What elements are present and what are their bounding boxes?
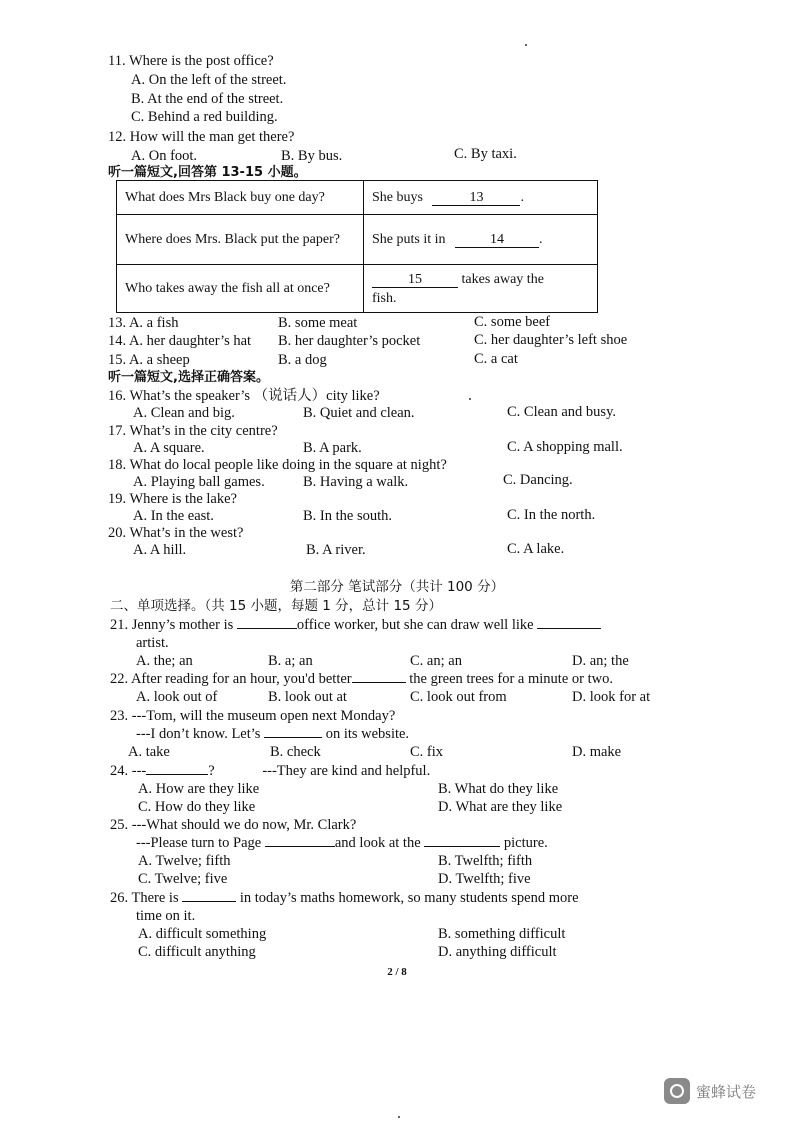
q22-blank [352,682,406,683]
q21-option-d: D. an; the [572,653,629,669]
q26-option-b: B. something difficult [438,926,566,942]
q23-response [136,725,409,743]
q21-option-a: A. the; an [136,653,193,669]
passage2-instruction: 听一篇短文,选择正确答案。 [108,370,269,385]
q14-option-c: C. her daughter’s left shoe [474,332,628,348]
q11-question: 11. Where is the post office? [108,53,274,69]
q26-blank [182,901,236,902]
table-row2-question: Where does Mrs. Black put the paper? [117,215,364,265]
q24-option-a: A. How are they like [138,781,260,797]
q25-option-a: A. Twelve; fifth [138,853,231,869]
q25-text-post: picture. [503,835,548,851]
q21-question [110,616,601,634]
blank-15: 15 [372,272,458,288]
q12-option-a: A. On foot. [131,148,198,164]
table-row3-answer [364,265,598,313]
bee-logo-icon [664,1078,690,1104]
table-row3-question: Who takes away the fish all at once? [117,265,364,313]
q23-question: 23. ---Tom, will the museum open next Monday? [110,708,396,724]
q20-option-a: A. A hill. [133,542,187,558]
table-row2-answer [364,215,598,265]
q17-option-b: B. A park. [303,440,362,456]
table-row1-answer [364,181,598,215]
q11-option-c: C. Behind a red building. [131,109,278,125]
q15-option-c: C. a cat [474,351,518,367]
q25-text-mid: and look at the [334,835,421,851]
q25-blank-1 [265,846,335,847]
table-row3-suffix: takes away the [461,271,544,287]
q22-option-b: B. look out at [268,689,347,705]
q24-option-b: B. What do they like [438,781,559,797]
q22-option-a: A. look out of [136,689,218,705]
q22-question [110,670,613,688]
q21-option-b: B. a; an [268,653,313,669]
scan-speck [525,44,527,46]
q14-option-a: 14. A. her daughter’s hat [108,333,252,349]
q19-option-a: A. In the east. [133,508,214,524]
q21-blank-1 [237,628,297,629]
q26-question-line2: time on it. [136,908,196,924]
table-row2-suffix: . [539,232,543,247]
q15-option-a: 15. A. a sheep [108,352,190,368]
q19-option-c: C. In the north. [507,507,596,523]
q19-question: 19. Where is the lake? [108,491,237,507]
q26-option-c: C. difficult anything [138,944,256,960]
q18-question: 18. What do local people like doing in the square at night? [108,457,447,473]
q21-option-c: C. an; an [410,653,462,669]
q26-option-d: D. anything difficult [438,944,557,960]
q19-option-b: B. In the south. [303,508,393,524]
q11-option-b: B. At the end of the street. [131,91,284,107]
q25-option-b: B. Twelfth; fifth [438,853,533,869]
q24-question [110,762,430,780]
q23-option-a: A. take [128,744,170,760]
q12-option-b: B. By bus. [281,148,343,164]
q23-text-post: on its website. [325,726,410,742]
q21-text-pre: 21. Jenny’s mother is [110,617,234,633]
q24-text-mid: ? [208,763,215,779]
q25-response [136,834,548,852]
q21-blank-2 [537,628,601,629]
q20-question: 20. What’s in the west? [108,525,244,541]
q22-option-d: D. look for at [572,689,651,705]
q25-blank-2 [424,846,500,847]
q13-option-b: B. some meat [278,315,358,331]
q12-question: 12. How will the man get there? [108,129,295,145]
q18-option-a: A. Playing ball games. [133,474,265,490]
page-number: 2 / 8 [387,966,407,978]
q21-question-line2: artist. [136,635,169,651]
q22-text-post: the green trees for a minute or two. [409,671,613,687]
q18-option-c: C. Dancing. [503,472,573,488]
q21-text-mid: office worker, but she can draw well like [296,617,534,633]
table-row1-suffix: . [520,190,524,205]
scan-speck [469,398,471,400]
q16-option-a: A. Clean and big. [133,405,235,421]
passage1-instruction: 听一篇短文,回答第 13-15 小题。 [108,165,307,180]
q26-text-post: in today’s maths homework, so many students spend more [239,890,579,906]
scan-speck [398,1116,400,1118]
q14-option-b: B. her daughter’s pocket [278,333,421,349]
q16-question: 16. What’s the speaker’s （说话人）city like? [108,388,380,404]
q25-question: 25. ---What should we do now, Mr. Clark? [110,817,357,833]
q12-option-c: C. By taxi. [454,146,517,162]
part2-title: 第二部分 笔试部分（共计 100 分） [289,579,505,595]
answer-table [116,180,598,313]
blank-14: 14 [455,232,539,248]
q23-option-d: D. make [572,744,622,760]
q13-option-c: C. some beef [474,314,551,330]
table-row2-prefix: She puts it in [372,232,446,247]
table-row1-question: What does Mrs Black buy one day? [117,181,364,215]
q15-option-b: B. a dog [278,352,327,368]
q22-option-c: C. look out from [410,689,507,705]
q25-option-d: D. Twelfth; five [438,871,531,887]
q16-option-b: B. Quiet and clean. [303,405,415,421]
q16-option-c: C. Clean and busy. [507,404,617,420]
q11-option-a: A. On the left of the street. [131,72,287,88]
q24-text-pre: 24. --- [110,763,147,779]
q20-option-c: C. A lake. [507,541,565,557]
watermark-text: 蜜蜂试卷 [696,1082,757,1101]
q23-blank [264,737,322,738]
q23-option-c: C. fix [410,744,444,760]
q22-text-pre: 22. After reading for an hour, you'd better [110,671,352,687]
q23-option-b: B. check [270,744,321,760]
blank-13: 13 [432,190,520,206]
q20-option-b: B. A river. [306,542,366,558]
watermark [664,1078,756,1104]
q18-option-b: B. Having a walk. [303,474,409,490]
table-row1-prefix: She buys [372,190,423,205]
q23-text-pre: ---I don’t know. Let’s [136,726,261,742]
q24-option-c: C. How do they like [138,799,256,815]
q26-text-pre: 26. There is [110,890,179,906]
q17-option-a: A. A square. [133,440,205,456]
q24-blank [146,774,208,775]
q26-question [110,889,579,907]
q25-option-c: C. Twelve; five [138,871,228,887]
section2-title: 二、单项选择。（共 15 小题，每题 1 分，总计 15 分） [110,598,442,614]
q17-question: 17. What’s in the city centre? [108,423,278,439]
table-row3-suffix2: fish. [372,290,397,306]
q17-option-c: C. A shopping mall. [507,439,623,455]
q26-option-a: A. difficult something [138,926,267,942]
q24-option-d: D. What are they like [438,799,563,815]
q25-text-pre: ---Please turn to Page [136,835,262,851]
q24-text-post: ---They are kind and helpful. [262,763,431,779]
q13-option-a: 13. A. a fish [108,315,179,331]
